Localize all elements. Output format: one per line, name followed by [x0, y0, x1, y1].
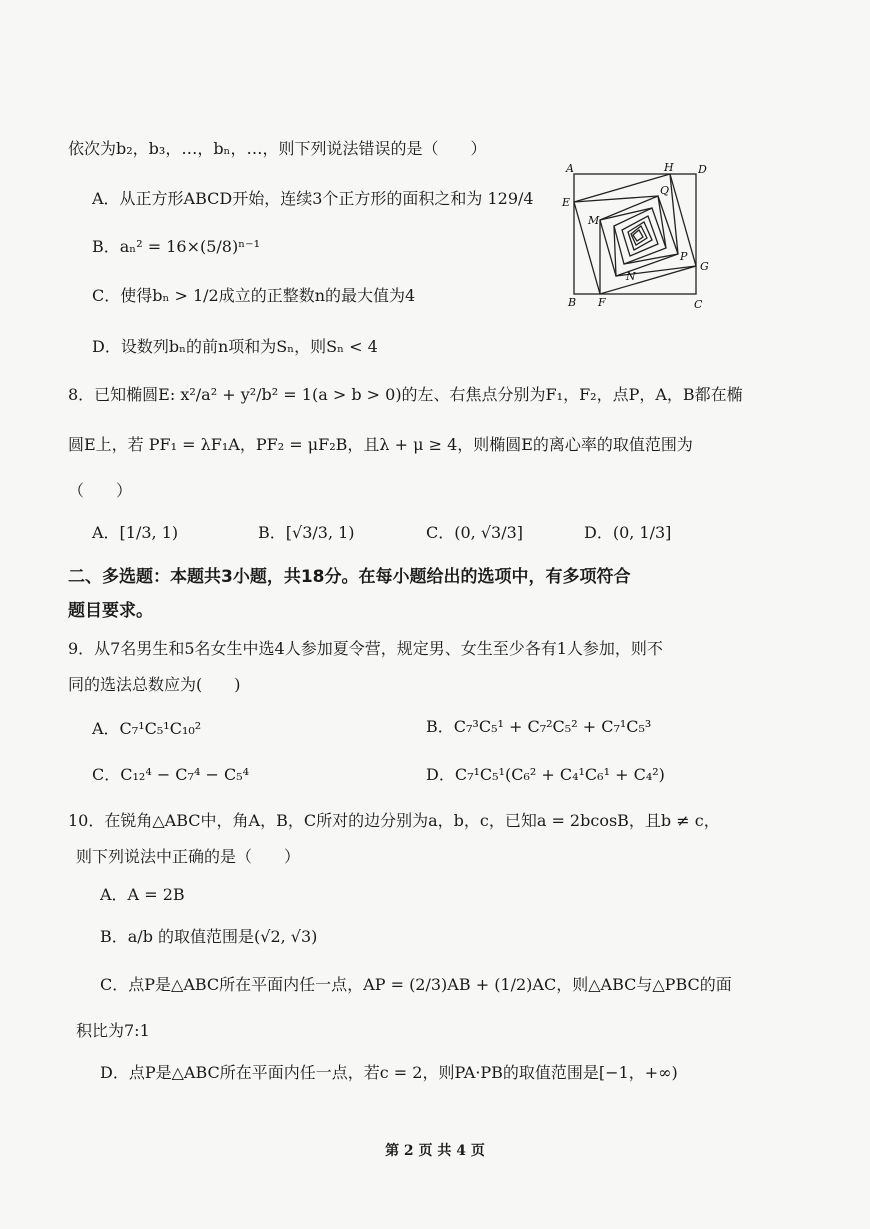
label-q: Q — [660, 184, 670, 197]
q8-option-c: C．(0, √3/3] — [426, 523, 524, 542]
q9-option-c: C．C₁₂⁴ − C₇⁴ − C₅⁴ — [92, 765, 250, 784]
label-p: P — [680, 250, 688, 263]
label-d: D — [698, 163, 707, 176]
q7-intro: 依次为b₂，b₃，…，bₙ，…，则下列说法错误的是（ ） — [68, 139, 487, 158]
q7-option-c: C．使得bₙ > 1/2成立的正整数n的最大值为4 — [92, 286, 416, 305]
q10-stem-line1: 10．在锐角△ABC中，角A，B，C所对的边分别为a，b，c，已知a = 2bcosB，且b ≠ c， — [68, 811, 720, 830]
nested-squares-diagram — [560, 160, 720, 310]
q10-option-d: D．点P是△ABC所在平面内任一点，若c = 2，则PA·PB的取值范围是[−1，+∞) — [100, 1063, 678, 1082]
q9-option-b: B．C₇³C₅¹ + C₇²C₅² + C₇¹C₅³ — [426, 717, 652, 736]
q8-stem-line1: 8．已知椭圆E: x²/a² + y²/b² = 1(a > b > 0)的左、右焦点分别为F₁，F₂，点P，A，B都在椭 — [68, 385, 743, 404]
q10-option-c-line2: 积比为7:1 — [76, 1021, 150, 1040]
section-2-heading-line1: 二、多选题：本题共3小题，共18分。在每小题给出的选项中，有多项符合 — [68, 567, 631, 587]
q10-option-b: B．a/b 的取值范围是(√2, √3) — [100, 927, 318, 946]
label-n: N — [626, 270, 636, 283]
label-f: F — [598, 296, 606, 309]
label-h: H — [664, 161, 674, 174]
q9-stem-line1: 9．从7名男生和5名女生中选4人参加夏令营，规定男、女生至少各有1人参加，则不 — [68, 639, 663, 658]
section-2-heading-line2: 题目要求。 — [68, 601, 153, 621]
q8-option-b: B．[√3/3, 1) — [258, 523, 355, 542]
label-g: G — [700, 260, 709, 273]
page-footer: 第 2 页 共 4 页 — [385, 1143, 485, 1159]
q7-option-a: A．从正方形ABCD开始，连续3个正方形的面积之和为 129/4 — [92, 189, 534, 208]
q10-option-c-line1: C．点P是△ABC所在平面内任一点，AP = (2/3)AB + (1/2)AC，则△ABC与△PBC的面 — [100, 975, 732, 994]
q7-option-b: B．aₙ² = 16×(5/8)ⁿ⁻¹ — [92, 237, 260, 256]
q9-option-d: D．C₇¹C₅¹(C₆² + C₄¹C₆¹ + C₄²) — [426, 765, 665, 784]
label-b: B — [568, 296, 577, 309]
q10-option-a: A．A = 2B — [100, 885, 185, 904]
label-e: E — [562, 196, 571, 209]
q10-stem-line2: 则下列说法中正确的是（ ） — [76, 847, 301, 866]
q8-stem-line2: 圆E上，若 PF₁ = λF₁A，PF₂ = μF₂B，且λ + μ ≥ 4，则椭圆E的离心率的取值范围为 — [68, 435, 693, 454]
q8-option-a: A．[1/3, 1) — [92, 523, 179, 542]
label-m: M — [588, 214, 600, 227]
q8-stem-line3: （ ） — [68, 481, 133, 500]
q8-option-d: D．(0, 1/3] — [584, 523, 672, 542]
q7-option-d: D．设数列bₙ的前n项和为Sₙ，则Sₙ < 4 — [92, 337, 378, 356]
q9-stem-line2: 同的选法总数应为( ) — [68, 675, 241, 694]
label-c: C — [694, 298, 703, 310]
label-a: A — [566, 162, 574, 175]
q9-option-a: A．C₇¹C₅¹C₁₀² — [92, 719, 202, 738]
nested-squares-figure — [560, 160, 720, 310]
